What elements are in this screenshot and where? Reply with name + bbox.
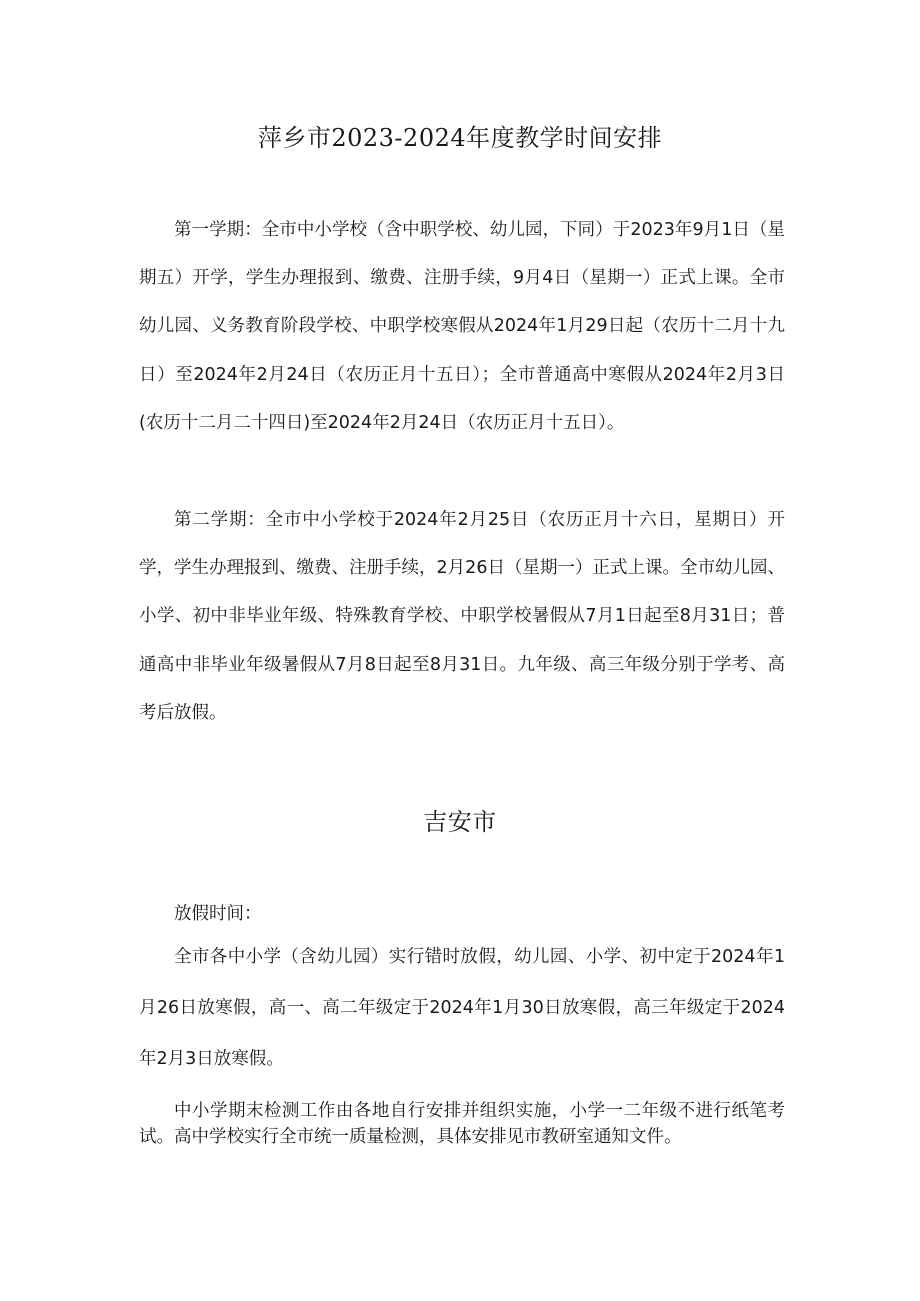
jian-holiday-label: 放假时间： bbox=[174, 904, 262, 924]
pingxiang-semester-1-paragraph: 第一学期：全市中小学校（含中职学校、幼儿园，下同）于2023年9月1日（星期五）开学，学生办理报到、缴费、注册手续，9月4日（星期一）正式上课。全市幼儿园、义务教育阶段学校、中职学校寒假从2024年1月29日起（农历十二月十九日）至2024年2月24日（农历正月十五日）；全市普通高中寒假从2024年2月3日(农历十二月二十四日)至2024年2月24日（农历正月十五日）。 bbox=[139, 220, 785, 433]
document-title: 萍乡市2023-2024年度教学时间安排 bbox=[257, 124, 663, 152]
pingxiang-semester-2-paragraph: 第二学期：全市中小学校于2024年2月25日（农历正月十六日，星期日）开学，学生办理报到、缴费、注册手续，2月26日（星期一）正式上课。全市幼儿园、小学、初中非毕业年级、特殊教育学校、中职学校暑假从7月1日起至8月31日；普通高中非毕业年级暑假从7月8日起至8月31日。九年级、高三年级分别于学考、高考后放假。 bbox=[139, 510, 785, 723]
jian-section-heading: 吉安市 bbox=[423, 808, 497, 836]
jian-holiday-schedule-paragraph: 全市各中小学（含幼儿园）实行错时放假，幼儿园、小学、初中定于2024年1月26日放寒假，高一、高二年级定于2024年1月30日放寒假，高三年级定于2024年2月3日放寒假。 bbox=[139, 947, 785, 1069]
jian-exam-paragraph: 中小学期末检测工作由各地自行安排并组织实施，小学一二年级不进行纸笔考试。高中学校实行全市统一质量检测，具体安排见市教研室通知文件。 bbox=[139, 1101, 785, 1147]
